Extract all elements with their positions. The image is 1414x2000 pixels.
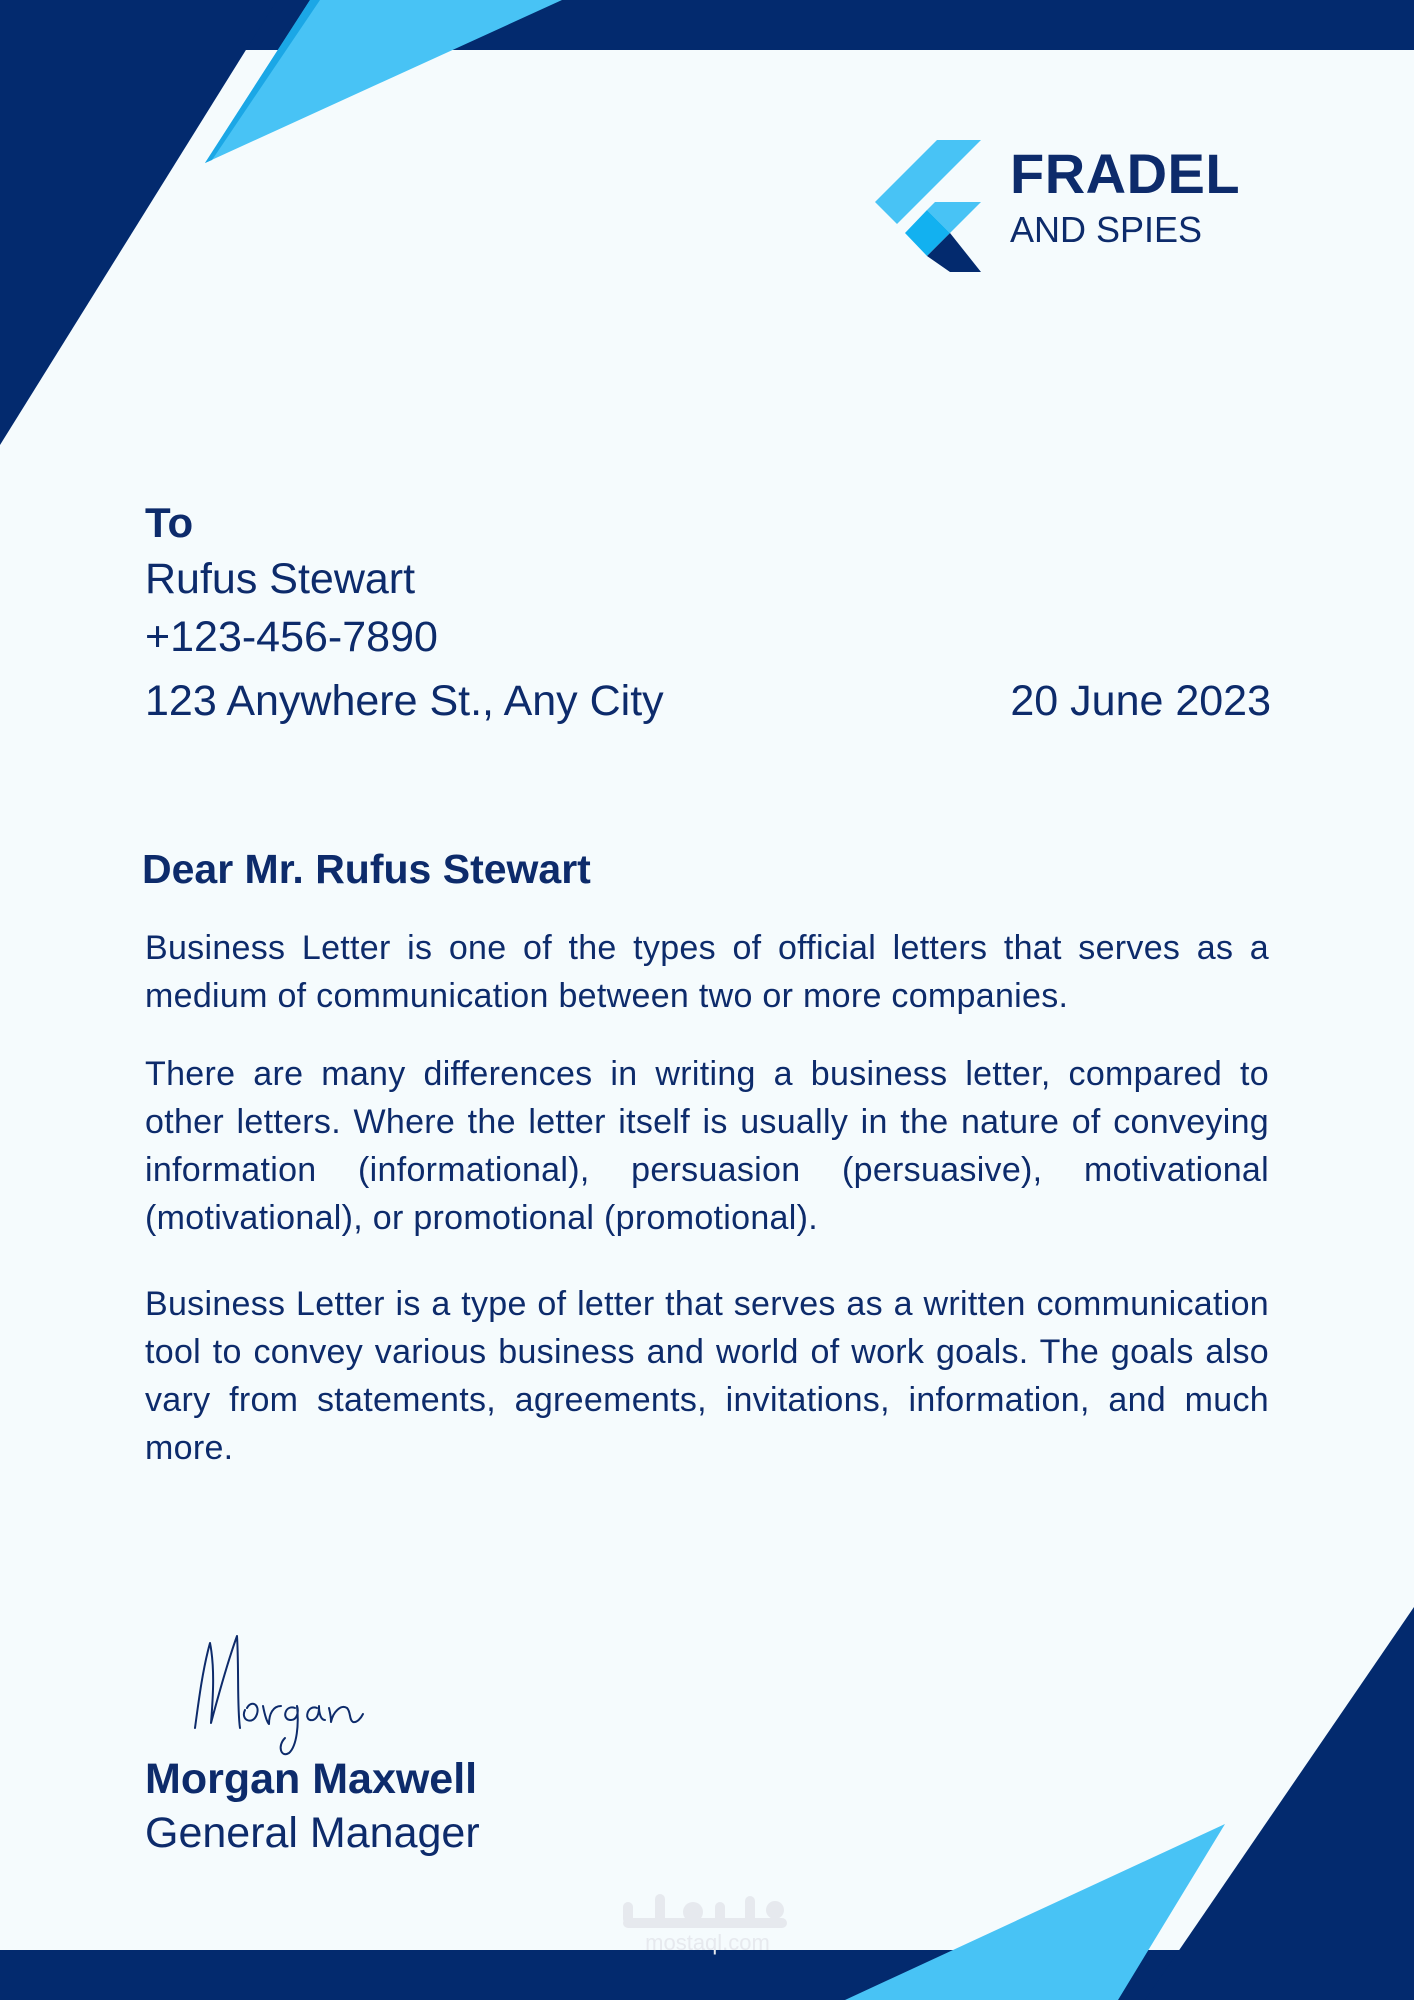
body-paragraph-1: Business Letter is one of the types of official letters that serves as a medium of communication between two or more companies. [145, 929, 1269, 1015]
signatory-name: Morgan Maxwell [145, 1755, 478, 1803]
company-name: FRADEL [1010, 142, 1241, 205]
company-logo [875, 140, 1241, 275]
recipient-label: To [145, 499, 194, 546]
handwritten-signature [185, 1628, 415, 1758]
recipient-phone: +123-456-7890 [145, 613, 438, 661]
company-tagline: AND SPIES [1010, 209, 1203, 250]
signatory-title: General Manager [145, 1809, 480, 1857]
chevron-k-icon [875, 140, 981, 272]
body-paragraph-2: There are many differences in writing a business letter, compared to other letters. Where the letter itself is usually in the nature of conveying information (informational), persuasion (persuasive), motivational (motivational), or promotional (promotional). [145, 1055, 1269, 1237]
recipient-address: 123 Anywhere St., Any City [145, 677, 664, 725]
salutation: Dear Mr. Rufus Stewart [142, 846, 591, 892]
letter-date: 20 June 2023 [1010, 677, 1271, 725]
body-paragraph-3: Business Letter is a type of letter that serves as a written communication tool to convey various business and world of work goals. The goals also vary from statements, agreements, invitations, information, and much more. [145, 1285, 1269, 1467]
top-left-navy-triangle [0, 0, 277, 445]
bottom-right-navy-triangle [1145, 1607, 1414, 2000]
watermark-text: mostaql.com [645, 1930, 770, 1955]
recipient-name: Rufus Stewart [145, 555, 416, 603]
